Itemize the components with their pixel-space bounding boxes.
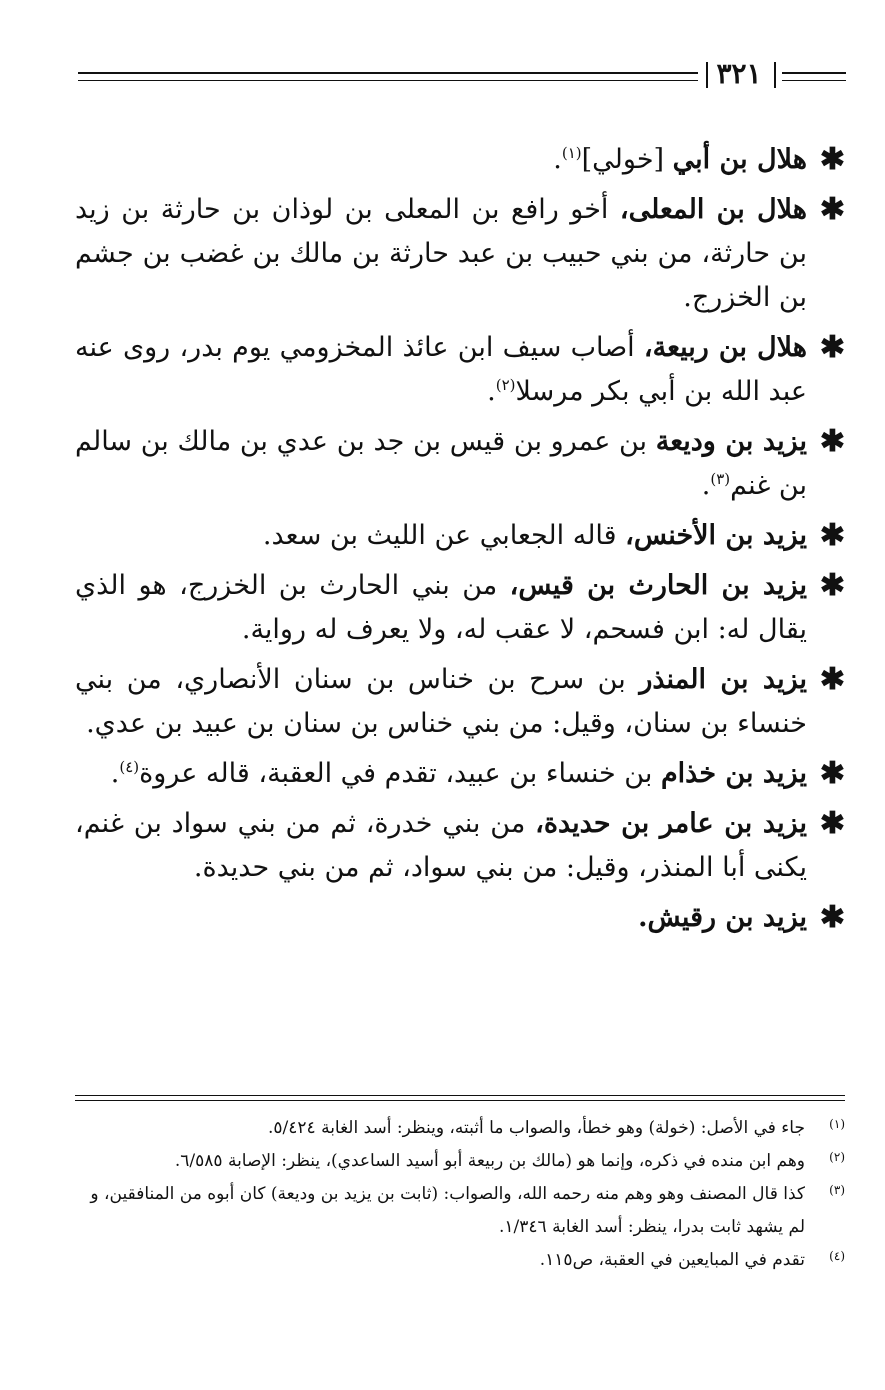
asterisk-bullet-icon: ✱ [819, 806, 845, 841]
asterisk-bullet-icon: ✱ [819, 518, 845, 553]
entry [75, 326, 845, 414]
page-number: ٣٢١ [716, 57, 762, 90]
asterisk-bullet-icon: ✱ [819, 900, 845, 935]
footnote-text: جاء في الأصل: (خولة) وهو خطأ، والصواب ما أثبته، وينظر: أسد الغابة ٥/٤٢٤. [268, 1118, 805, 1138]
entry [75, 188, 845, 320]
footnote-text: كذا قال المصنف وهو وهم منه رحمه الله، والصواب: (ثابت بن يزيد بن وديعة) كان أبوه من المنافقين، و لم يشهد ثابت بدرا، ينظر: أسد الغابة ١/٣٤٦. [90, 1184, 805, 1237]
header-rule-left [78, 72, 698, 81]
asterisk-bullet-icon: ✱ [819, 330, 845, 365]
footnote-number: (٤) [829, 1249, 845, 1263]
entry-lead: هلال بن المعلى، [619, 194, 807, 225]
entry-lead: هلال بن أبي [672, 144, 807, 175]
asterisk-bullet-icon: ✱ [819, 662, 845, 697]
entry-tail: . [701, 470, 711, 501]
main-text [75, 138, 845, 946]
entry-lead: يزيد بن عامر بن حديدة، [535, 808, 807, 839]
footnote-number: (١) [829, 1117, 845, 1131]
entry-tail: . [487, 376, 496, 407]
entry-text: أخو رافع بن المعلى بن لوذان بن حارثة بن زيد بن حارثة، من بني حبيب بن عبد حارثة بن مالك بن غضب بن جشم بن الخزرج. [75, 194, 807, 313]
footnote-number: (٣) [829, 1183, 845, 1197]
footnote-text: تقدم في المبايعين في العقبة، ص١١٥. [539, 1250, 805, 1270]
footnote-text: وهم ابن منده في ذكره، وإنما هو (مالك بن ربيعة أبو أسيد الساعدي)، ينظر: الإصابة ٦/٥٨٥. [174, 1151, 805, 1171]
footnote [75, 1244, 845, 1277]
asterisk-bullet-icon: ✱ [819, 192, 845, 227]
asterisk-bullet-icon: ✱ [819, 756, 845, 791]
entry-text: من بني خدرة، ثم من بني سواد بن غنم، يكنى أبا المنذر، وقيل: من بني سواد، ثم من بني حديدة. [75, 808, 807, 883]
footnote-divider [75, 1095, 845, 1101]
entry-text: [خولي] [581, 144, 673, 175]
footnotes [75, 1112, 845, 1277]
entry [75, 752, 845, 796]
entry-lead: يزيد بن وديعة [655, 426, 807, 457]
footnote-ref[interactable]: (١) [561, 144, 582, 162]
entry-lead: هلال بن ربيعة، [643, 332, 807, 363]
entry-text: بن سرح بن خناس بن سنان الأنصاري، من بني خنساء بن سنان، وقيل: من بني خناس بن سنان بن عبيد بن عدي. [75, 664, 807, 739]
header-rule-right [782, 72, 846, 81]
footnote [75, 1112, 845, 1145]
entry-text: قاله الجعابي عن الليث بن سعد. [262, 520, 626, 551]
entry-text: من بني الحارث بن الخزرج، هو الذي يقال له: ابن فسحم، لا عقب له، ولا يعرف له رواية. [75, 570, 807, 645]
header-separator-left [706, 62, 708, 88]
entry-lead: يزيد بن المنذر [639, 664, 807, 695]
entry-lead: يزيد بن خذام [660, 758, 807, 789]
entry [75, 658, 845, 746]
entry [75, 420, 845, 508]
asterisk-bullet-icon: ✱ [819, 142, 845, 177]
footnote-ref[interactable]: (٣) [710, 470, 731, 488]
entry-text: أصاب سيف ابن عائذ المخزومي يوم بدر، روى عنه عبد الله بن أبي بكر مرسلا [75, 332, 807, 407]
entry-text: بن عمرو بن قيس بن جد بن عدي بن مالك بن سالم بن غنم [75, 426, 807, 501]
entry-lead: يزيد بن الأخنس، [625, 520, 807, 551]
footnote-number: (٢) [829, 1150, 845, 1164]
asterisk-bullet-icon: ✱ [819, 568, 845, 603]
entry [75, 896, 845, 940]
footnote-ref[interactable]: (٢) [495, 376, 516, 394]
entry [75, 138, 845, 182]
entry [75, 564, 845, 652]
entry-tail: . [110, 758, 120, 789]
header-separator-right [774, 62, 776, 88]
entry [75, 514, 845, 558]
entry-lead: يزيد بن رقيش. [638, 902, 807, 933]
footnote [75, 1178, 845, 1244]
entry-tail: . [553, 144, 562, 175]
footnote-ref[interactable]: (٤) [119, 758, 140, 776]
footnote [75, 1145, 845, 1178]
asterisk-bullet-icon: ✱ [819, 424, 845, 459]
entry [75, 802, 845, 890]
entry-lead: يزيد بن الحارث بن قيس، [509, 570, 807, 601]
page-header [78, 56, 846, 96]
entry-text: بن خنساء بن عبيد، تقدم في العقبة، قاله عروة [139, 758, 661, 789]
